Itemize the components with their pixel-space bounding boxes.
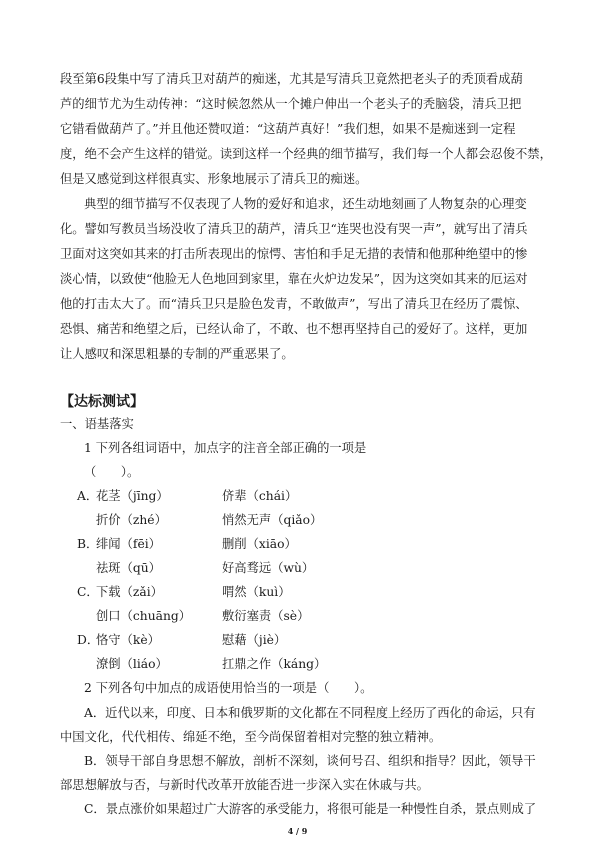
passage-line: 典型的细节描写不仅表现了人物的爱好和追求，还生动地刻画了人物复杂的心理变 [84,197,527,211]
option-word: 潦倒（liáo） [96,657,168,671]
option-a-text: 中国文化，代代相传、绵延不绝，至今尚保留着相对完整的独立精神。 [60,730,442,744]
option-letter: D． [77,633,100,647]
option-word: 祛斑（qū） [96,561,161,575]
part-title: 一、语基落实 [60,417,134,431]
passage-line: 段至第6段集中写了清兵卫对葫芦的痴迷，尤其是写清兵卫竟然把老头子的秃顶看成葫 [60,72,523,86]
option-word: 下载（zǎi） [96,585,163,599]
passage-line: 芦的细节尤为生动传神：“这时候忽然从一个摊户伸出一个老头子的秃脑袋，清兵卫把 [60,97,522,111]
option-letter: C． [77,585,99,599]
option-word: 创口（chuāng） [96,609,192,623]
question-stem: 2 下列各句中加点的成语使用恰当的一项是（ ）。 [84,681,373,695]
option-b-text: 部思想解放与否，与新时代改革开放能否进一步深入实在休戚与共。 [60,778,429,792]
passage-line: 但是又感觉到这样很真实、形象地展示了清兵卫的痴迷。 [60,172,368,186]
option-word: 花茎（jīng） [96,489,169,503]
passage-line: 淡心情，以致使“他脸无人色地回到家里，靠在火炉边发呆”，因为这突如其来的厄运对 [60,272,528,286]
option-word: 折价（zhé） [96,513,167,527]
passage-line: 它错看做葫芦了。”并且他还赞叹道：“这葫芦真好！”我们想，如果不是痴迷到一定程 [60,122,516,136]
option-a-text: A．近代以来，印度、日本和俄罗斯的文化都在不同程度上经历了西化的命运，只有 [84,706,536,720]
option-word: 好高骛远（wù） [222,561,315,575]
option-word: 慰藉（jiè） [222,633,287,647]
option-word: 悄然无声（qiǎo） [222,513,323,527]
answer-blank: （ ）。 [84,465,140,479]
passage-line: 他的打击太大了。而“清兵卫只是脸色发青，不敢做声”，写出了清兵卫在经历了震惊、 [60,297,528,311]
question-stem: 1 下列各组词语中，加点字的注音全部正确的一项是 [84,441,367,455]
passage-line: 恐惧、痛苦和绝望之后，已经认命了，不敢、也不想再坚持自己的爱好了。这样，更加 [60,322,528,336]
passage-line: 度，绝不会产生这样的错觉。读到这样一个经典的细节描写，我们每一个人都会忍俊不禁， [60,147,552,161]
passage-line: 让人感叹和深思粗暴的专制的严重恶果了。 [60,347,294,361]
section-heading: 【达标测试】 [60,394,144,410]
option-word: 侪辈（chái） [222,489,298,503]
option-word: 绯闻（fēi） [96,537,161,551]
option-b-text: B．领导干部自身思想不解放，剖析不深刻，谈何号召、组织和指导？因此，领导干 [84,754,536,768]
option-word: 扛鼎之作（káng） [222,657,327,671]
option-word: 恪守（kè） [96,633,160,647]
passage-line: 卫面对这突如其来的打击所表现出的惊愕、害怕和手足无措的表情和他那种绝望中的惨 [60,247,528,261]
page-number: 4 / 9 [287,826,308,836]
option-word: 敷衍塞责（sè） [222,609,310,623]
option-letter: B． [77,537,99,551]
option-c-text: C．景点涨价如果超过广大游客的承受能力，将很可能是一种慢性自杀，景点则成了 [84,802,537,816]
option-letter: A． [77,489,99,503]
passage-line: 化。譬如写教员当场没收了清兵卫的葫芦，清兵卫“连哭也没有哭一声”，就写出了清兵 [60,222,528,236]
option-word: 喟然（kuì） [222,585,291,599]
option-word: 删削（xiāo） [222,537,297,551]
